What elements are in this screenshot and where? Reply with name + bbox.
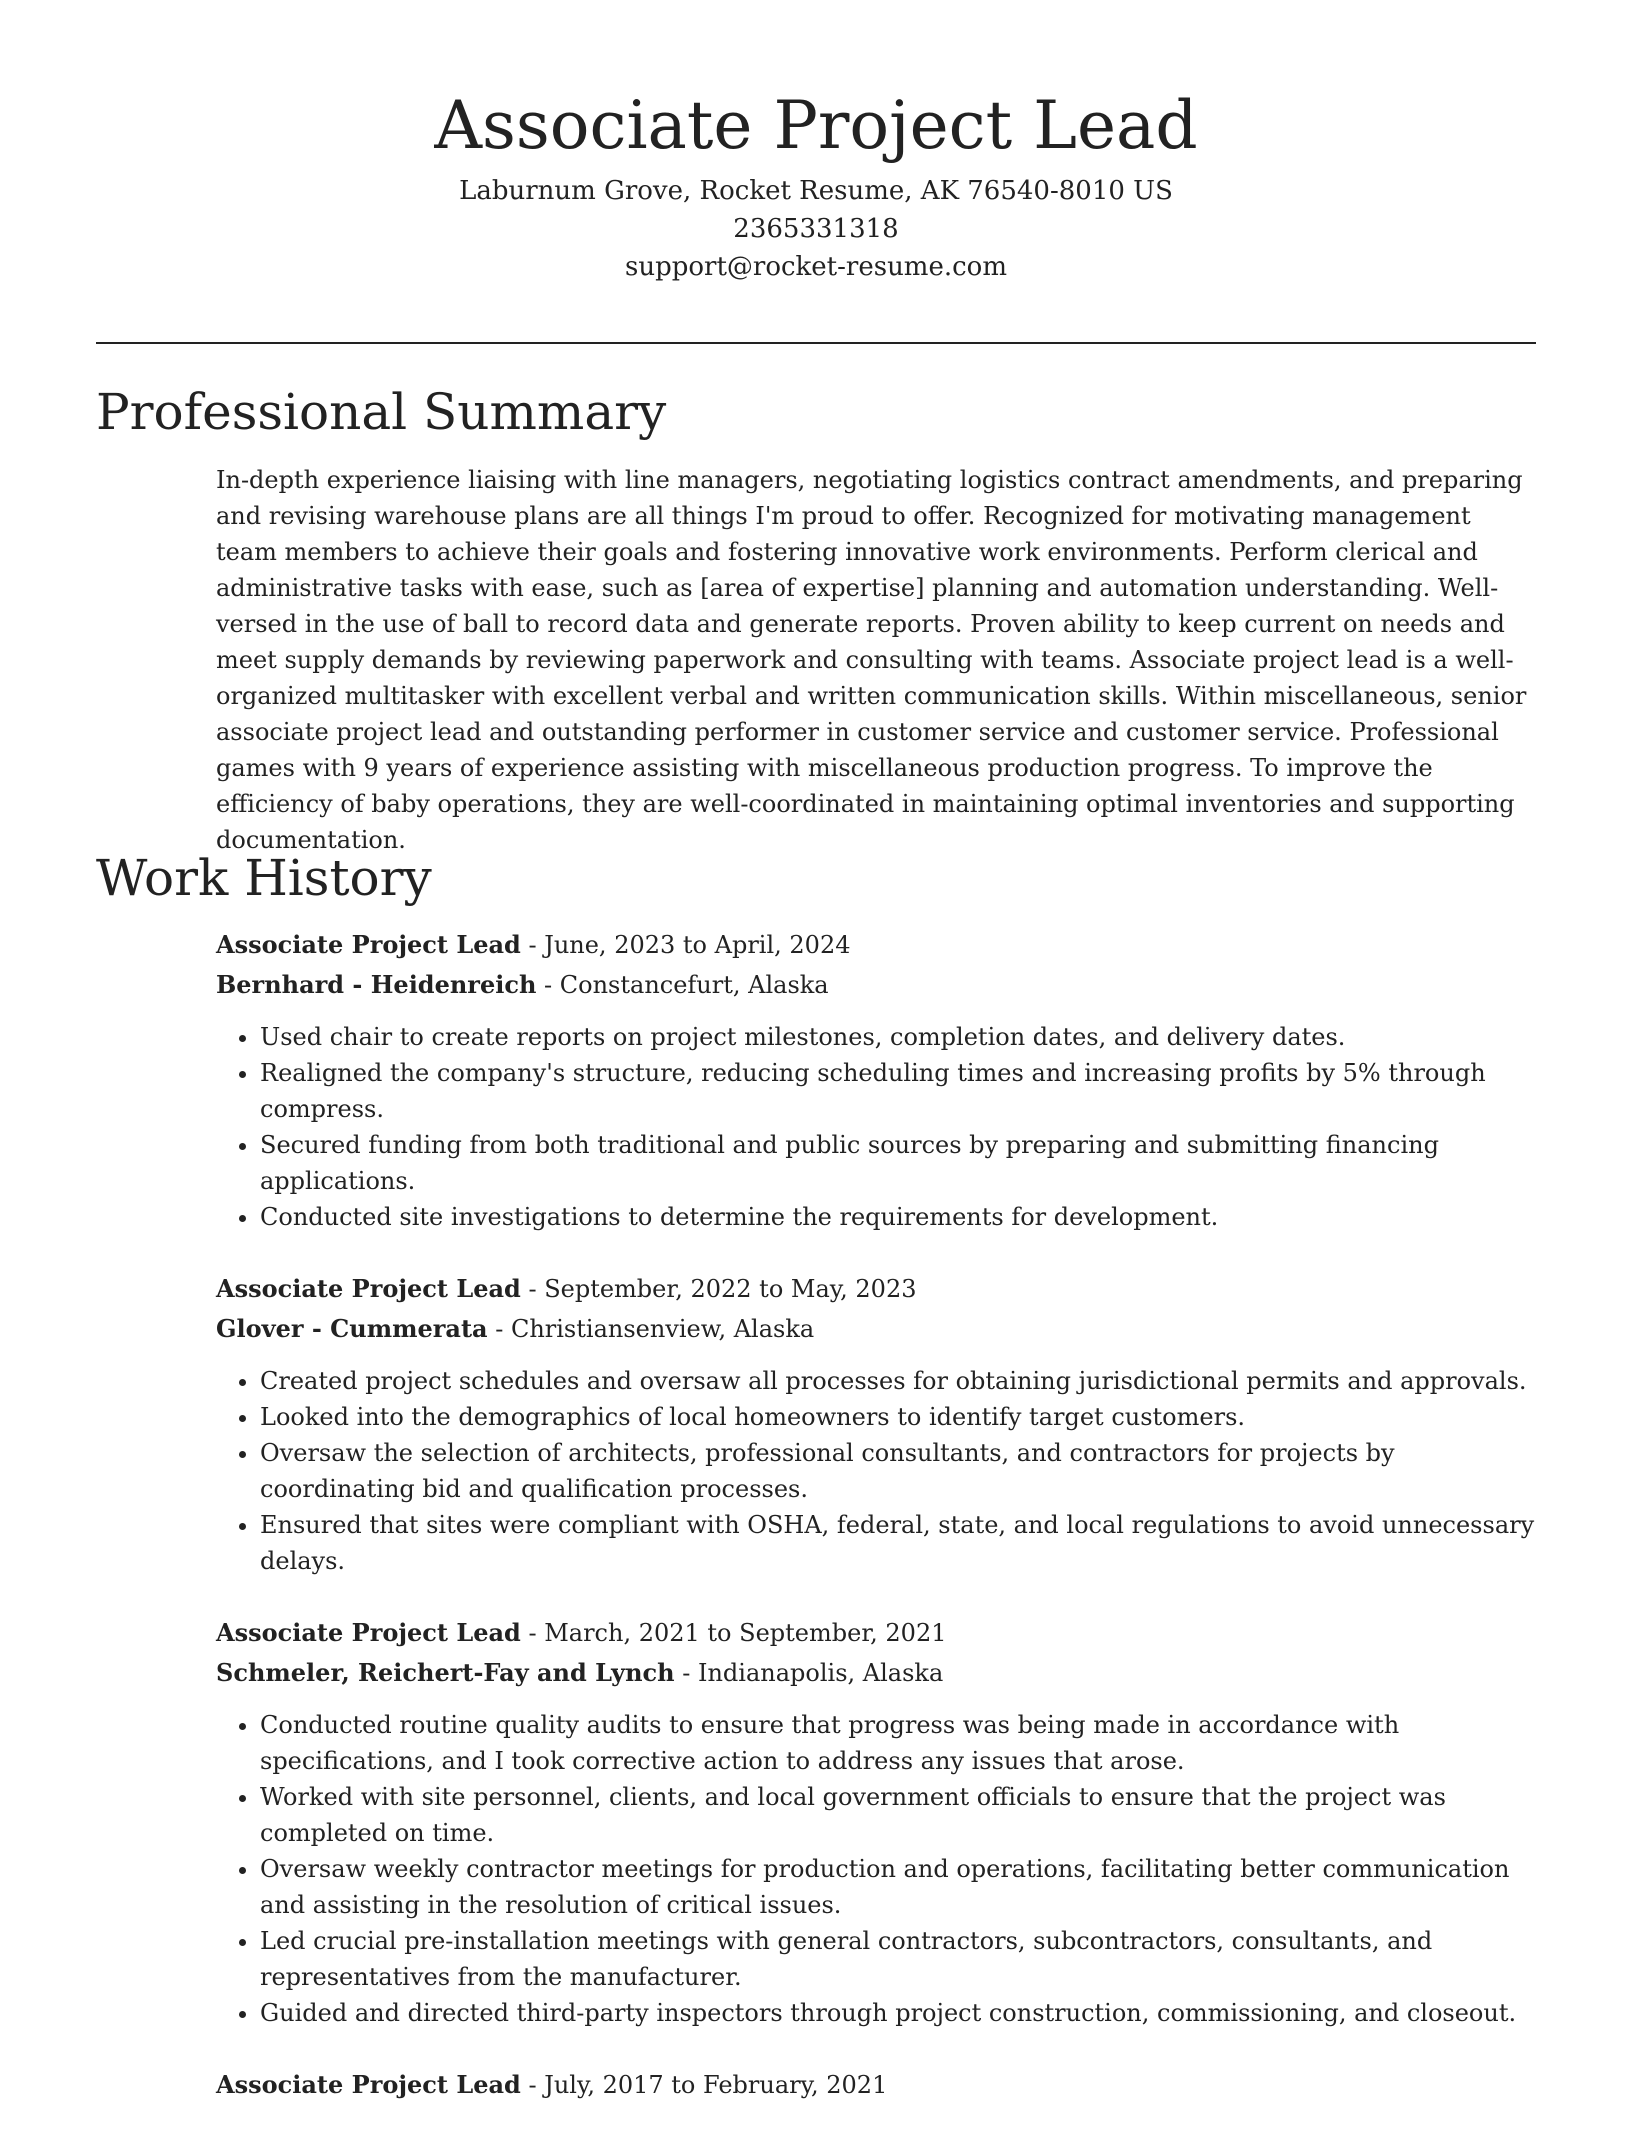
job-company: Glover - Cummerata [216,1314,488,1343]
job-title-line [216,1613,1536,1653]
job-title: Associate Project Lead [216,1618,521,1647]
header-divider [96,342,1536,344]
job-dates: - June, 2023 to April, 2024 [520,931,851,959]
job-bullets [216,1363,1536,1579]
job-company-line [216,1653,1536,1693]
job-bullet: • Guided and directed third-party inspectors through project construction, commissioning, and closeout. [260,1995,1536,2031]
job-bullet: • Conducted site investigations to determine the requirements for development. [260,1199,1536,1235]
job-bullet: • Used chair to create reports on project milestones, completion dates, and delivery dates. [260,1019,1536,1055]
contact-address: Laburnum Grove, Rocket Resume, AK 76540-8010 US [459,176,1173,206]
job-dates: - March, 2021 to September, 2021 [520,1619,947,1647]
job-location: - Christiansenview, Alaska [487,1315,815,1343]
contact-email: support@rocket-resume.com [624,252,1007,282]
job-bullet: • Secured funding from both traditional and public sources by preparing and submitting financing applications. [260,1127,1536,1199]
job-bullet: • Ensured that sites were compliant with OSHA, federal, state, and local regulations to avoid unnecessary delays. [260,1507,1536,1579]
job-title: Associate Project Lead [216,930,521,959]
job-bullets [216,1707,1536,2031]
job-title-line [216,925,1536,965]
job-entry [216,1613,1536,2031]
job-company-line [216,965,1536,1005]
job-company: Bernhard - Heidenreich [216,970,537,999]
job-dates: - July, 2017 to February, 2021 [520,2071,888,2099]
job-location: - Constancefurt, Alaska [536,971,829,999]
job-location: - Indianapolis, Alaska [674,1659,944,1687]
job-title: Associate Project Lead [216,2070,521,2099]
contact-phone: 2365331318 [733,214,899,244]
job-entry [216,2065,1536,2105]
job-dates: - September, 2022 to May, 2023 [520,1275,917,1303]
job-bullet: • Led crucial pre-installation meetings with general contractors, subcontractors, consultants, and representatives from the manufacturer. [260,1923,1536,1995]
summary-text: In-depth experience liaising with line managers, negotiating logistics contract amendments, and preparing and revising warehouse plans are all things I'm proud to offer. Recognized for motivating management team members to achieve their goals and fostering innovative work environments. Perform clerical and administrative tasks with ease, such as [area of expertise] planning and automation understanding. Well-versed in the use of ball to record data and generate reports. Proven ability to keep current on needs and meet supply demands by reviewing paperwork and consulting with teams. Associate project lead is a well-organized multitasker with excellent verbal and written communication skills. Within miscellaneous, senior associate project lead and outstanding performer in customer service and customer service. Professional games with 9 years of experience assisting with miscellaneous production progress. To improve the efficiency of baby operations, they are well-coordinated in maintaining optimal inventories and supporting documentation. [216,466,1527,854]
job-title-line [216,2065,1536,2105]
job-bullet: • Oversaw the selection of architects, professional consultants, and contractors for projects by coordinating bid and qualification processes. [260,1435,1536,1507]
job-bullet: • Worked with site personnel, clients, and local government officials to ensure that the project was completed on time. [260,1779,1536,1851]
job-bullet: • Conducted routine quality audits to ensure that progress was being made in accordance with specifications, and I took corrective action to address any issues that arose. [260,1707,1536,1779]
job-bullet: • Created project schedules and oversaw all processes for obtaining jurisdictional permits and approvals. [260,1363,1536,1399]
job-company: Schmeler, Reichert-Fay and Lynch [216,1658,675,1687]
summary-heading: Professional Summary [96,383,667,441]
work-history-list [216,925,1536,2139]
job-entry [216,1269,1536,1579]
job-bullet: • Looked into the demographics of local homeowners to identify target customers. [260,1399,1536,1435]
job-bullets [216,1019,1536,1235]
candidate-name: Associate Project Lead [434,87,1198,164]
job-title-line [216,1269,1536,1309]
resume-header [96,80,1536,286]
job-title: Associate Project Lead [216,1274,521,1303]
job-entry [216,925,1536,1235]
job-company-line [216,1309,1536,1349]
work-history-heading: Work History [96,849,432,907]
job-bullet: • Realigned the company's structure, reducing scheduling times and increasing profits by 5% through compress. [260,1055,1536,1127]
job-bullet: • Oversaw weekly contractor meetings for production and operations, facilitating better communication and assisting in the resolution of critical issues. [260,1851,1536,1923]
